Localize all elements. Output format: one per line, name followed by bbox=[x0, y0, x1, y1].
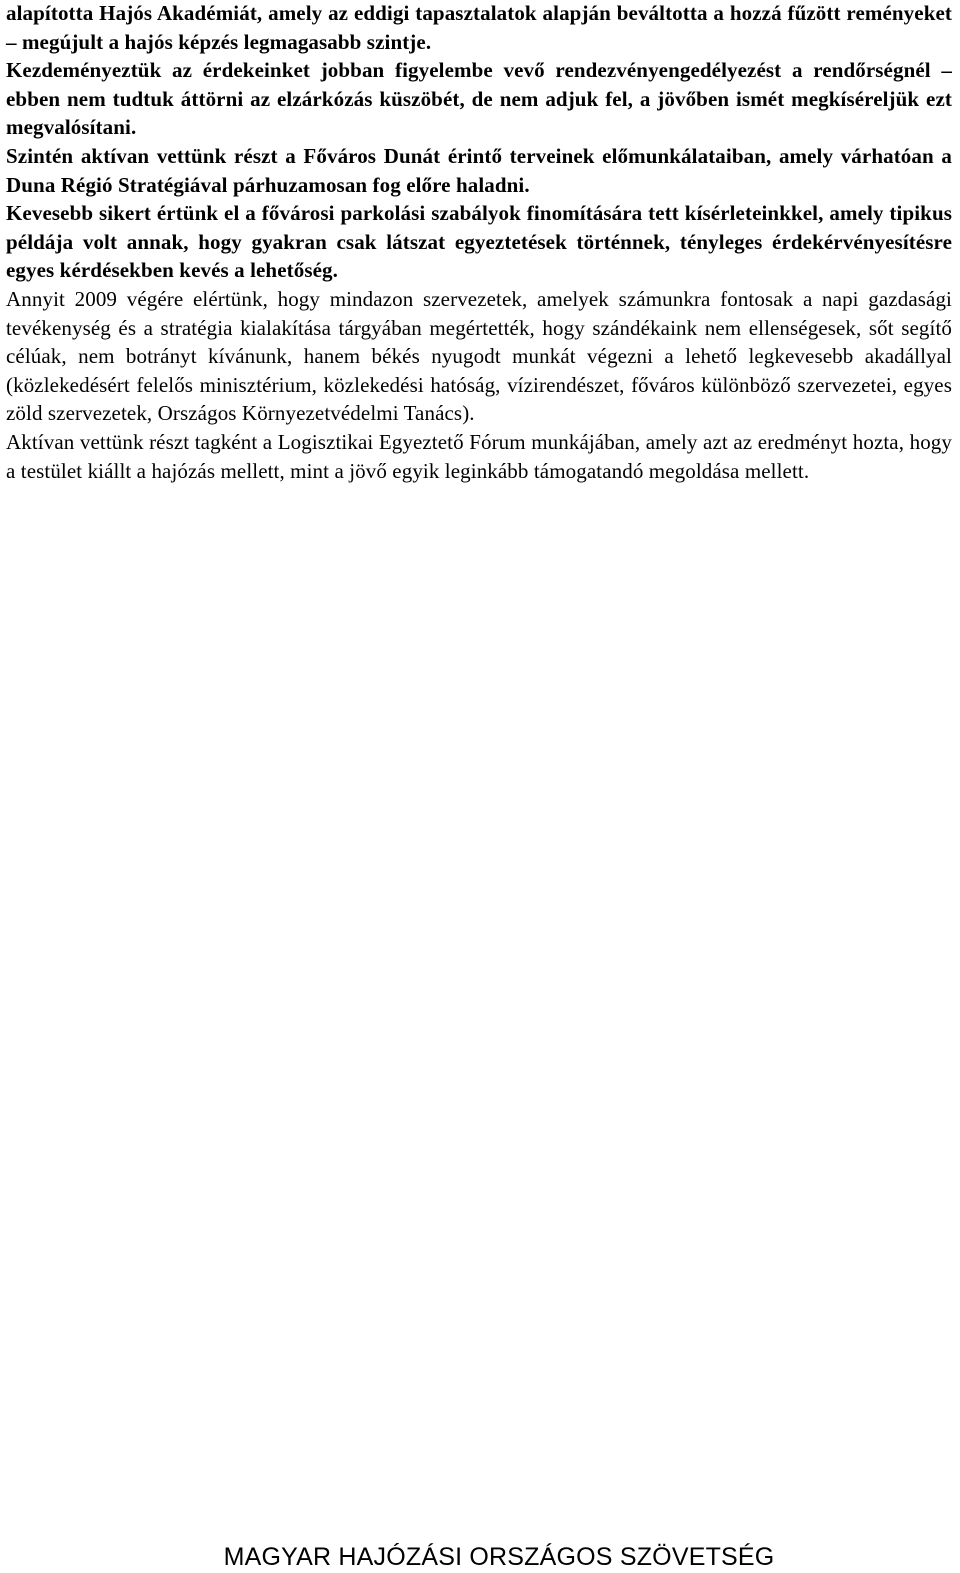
paragraph-parkolasi-szabalyok: Kevesebb sikert értünk el a fővárosi parkolási szabályok finomítására tett kísérleteinkkel, amely tipikus példája volt annak, hogy gyakran csak látszat egyeztetések történnek, tényleges érdekérvényesítésre egyes kérdésekben kevés a lehetőség. bbox=[6, 201, 952, 283]
paragraph-fovaros-duna: Szintén aktívan vettünk részt a Főváros Dunát érintő terveinek előmunkálataiban, amely várhatóan a Duna Régió Stratégiával párhuzamosan fog előre haladni. bbox=[6, 143, 952, 197]
paragraph-rendezvenyengedelyezes: Kezdeményeztük az érdekeinket jobban figyelembe vevő rendezvényengedélyezést a rendőrségnél – ebben nem tudtuk áttörni az elzárkózás küszöbét, de nem adjuk fel, a jövőben ismét megkíséreljük ezt megvalósítani. bbox=[6, 58, 952, 140]
paragraph-hajos-akademia: alapította Hajós Akadémiát, amely az eddigi tapasztalatok alapján beváltotta a hozzá fűzött reményeket – megújult a hajós képzés legmagasabb szintje. bbox=[6, 1, 952, 54]
paragraph-logisztikai-forum: Aktívan vettünk részt tagként a Logisztikai Egyeztető Fórum munkájában, amely azt az eredményt hozta, hogy a testület kiállt a hajózás mellett, mint a jövő egyik leginkább támogatandó megoldása mellett. bbox=[6, 429, 952, 483]
paragraph-2009-eredmenyek: Annyit 2009 végére elértünk, hogy mindazon szervezetek, amelyek számunkra fontosak a napi gazdasági tevékenység és a stratégia kialakítása tárgyában megértették, hogy szándékaink nem ellenségesek, sőt segítő célúak, nem botrányt kívánunk, hanem békés nyugodt munkát végezni a lehető legkevesebb akadállyal (közlekedésért felelős minisztérium, közlekedési hatóság, vízirendészet, főváros különböző szervezetei, egyes zöld szervezetek, Országos Környezetvédelmi Tanács). bbox=[6, 286, 952, 426]
document-body bbox=[6, 0, 952, 485]
page-footer: MAGYAR HAJÓZÁSI ORSZÁGOS SZÖVETSÉG bbox=[223, 1543, 775, 1571]
